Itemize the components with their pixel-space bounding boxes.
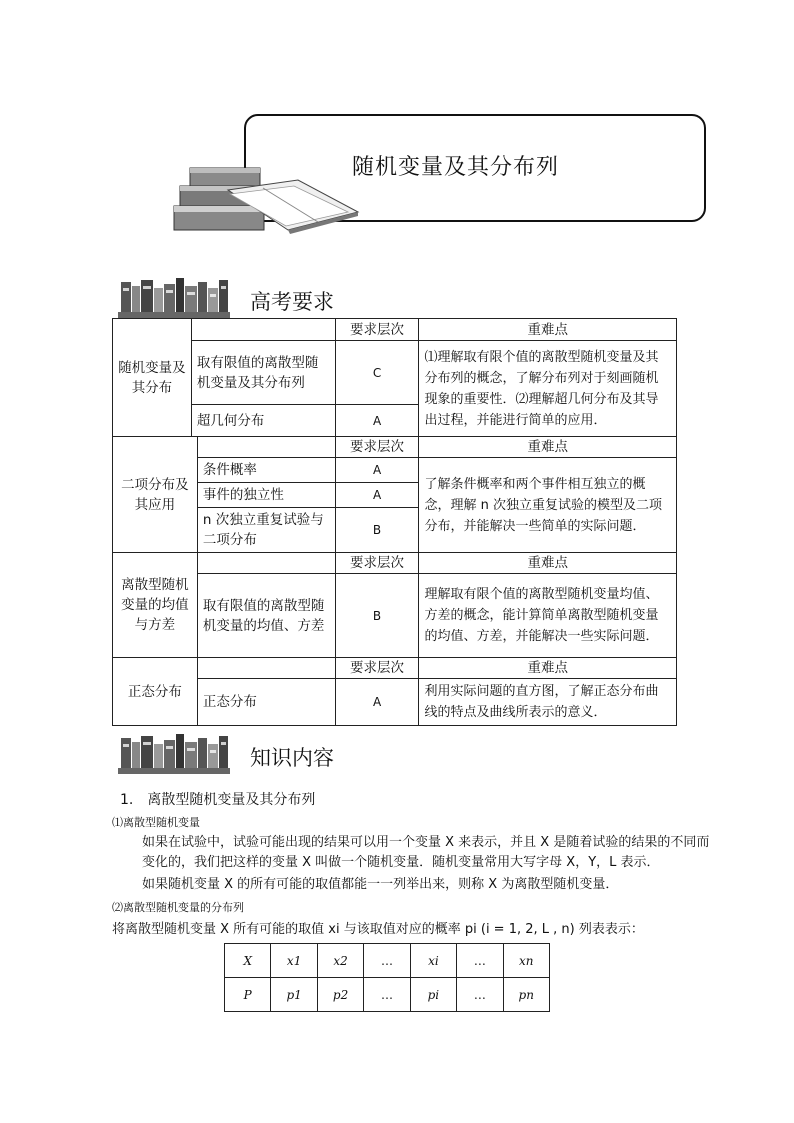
level-header: 要求层次 xyxy=(335,553,419,574)
topic-cell: 取有限值的离散型随机变量及其分布列 xyxy=(191,341,335,405)
category-cell: 正态分布 xyxy=(113,658,198,726)
blank-header-cell xyxy=(197,658,335,679)
topic-cell: 条件概率 xyxy=(197,458,335,483)
blank-header-cell xyxy=(197,553,335,574)
books-illustration xyxy=(168,150,368,240)
level-header: 要求层次 xyxy=(335,437,419,458)
category-cell: 二项分布及其应用 xyxy=(113,437,198,553)
keypoints-header: 重难点 xyxy=(419,437,677,458)
section-requirements-title: 高考要求 xyxy=(250,290,334,314)
level-cell: A xyxy=(335,483,419,508)
dist-cell: p2 xyxy=(317,978,363,1012)
category-cell: 离散型随机变量的均值与方差 xyxy=(113,553,198,658)
level-cell: A xyxy=(335,405,419,437)
dist-cell: … xyxy=(457,978,503,1012)
distribution-table xyxy=(224,943,550,1012)
keypoints-cell: 利用实际问题的直方图，了解正态分布曲线的特点及曲线所表示的意义． xyxy=(419,679,677,726)
blank-header-cell xyxy=(197,437,335,458)
dist-cell: xn xyxy=(503,944,549,978)
knowledge-paragraph: 如果随机变量 X 的所有可能的取值都能一一列举出来，则称 X 为离散型随机变量． xyxy=(142,877,619,892)
knowledge-paragraph: 将离散型随机变量 X 所有可能的取值 xi 与该取值对应的概率 pi (i = 1, 2, L , n) 列表表示： xyxy=(112,922,644,937)
topic-cell: 超几何分布 xyxy=(191,405,335,437)
level-header: 要求层次 xyxy=(335,319,419,341)
dist-cell: … xyxy=(364,978,410,1012)
level-cell: A xyxy=(335,679,419,726)
blank-header-cell xyxy=(191,319,335,341)
knowledge-content xyxy=(112,790,712,940)
category-cell: 随机变量及其分布 xyxy=(113,319,192,437)
level-header: 要求层次 xyxy=(335,658,419,679)
dist-cell: … xyxy=(457,944,503,978)
keypoints-header: 重难点 xyxy=(419,319,677,341)
knowledge-subheading: ⑵离散型随机变量的分布列 xyxy=(112,901,244,914)
keypoints-header: 重难点 xyxy=(419,658,677,679)
bookshelf-icon xyxy=(118,732,230,774)
distribution-row-x xyxy=(225,944,550,978)
level-cell: B xyxy=(335,508,419,553)
dist-cell: pi xyxy=(410,978,456,1012)
dist-cell: pn xyxy=(503,978,549,1012)
distribution-row-p xyxy=(225,978,550,1012)
page-title: 随机变量及其分布列 xyxy=(352,155,560,180)
level-cell: B xyxy=(335,574,419,658)
level-cell: C xyxy=(335,341,419,405)
dist-cell: x2 xyxy=(317,944,363,978)
knowledge-subheading: ⑴离散型随机变量 xyxy=(112,816,200,829)
bookshelf-icon xyxy=(118,276,230,318)
knowledge-heading: 1. 离散型随机变量及其分布列 xyxy=(120,792,316,808)
topic-cell: n 次独立重复试验与二项分布 xyxy=(197,508,335,553)
dist-cell: x1 xyxy=(271,944,317,978)
dist-cell: … xyxy=(364,944,410,978)
topic-cell: 事件的独立性 xyxy=(197,483,335,508)
level-cell: A xyxy=(335,458,419,483)
dist-cell: P xyxy=(225,978,271,1012)
topic-cell: 取有限值的离散型随机变量的均值、方差 xyxy=(197,574,335,658)
keypoints-header: 重难点 xyxy=(419,553,677,574)
keypoints-cell: 理解取有限个值的离散型随机变量均值、方差的概念，能计算简单离散型随机变量的均值、方差，并能解决一些实际问题． xyxy=(419,574,677,658)
topic-cell: 正态分布 xyxy=(197,679,335,726)
requirements-table xyxy=(112,318,677,726)
keypoints-cell: ⑴理解取有限个值的离散型随机变量及其分布列的概念，了解分布列对于刻画随机现象的重要性．⑵理解超几何分布及其导出过程，并能进行简单的应用． xyxy=(419,341,677,437)
dist-cell: p1 xyxy=(271,978,317,1012)
keypoints-cell: 了解条件概率和两个事件相互独立的概念，理解 n 次独立重复试验的模型及二项分布，并能解决一些简单的实际问题． xyxy=(419,458,677,553)
dist-cell: xi xyxy=(410,944,456,978)
knowledge-paragraph: 如果在试验中，试验可能出现的结果可以用一个变量 X 来表示，并且 X 是随着试验的结果的不同而变化的，我们把这样的变量 X 叫做一个随机变量．随机变量常用大写字母 X，Y，L 表示． xyxy=(142,835,710,870)
section-knowledge-title: 知识内容 xyxy=(250,746,334,770)
dist-cell: X xyxy=(225,944,271,978)
